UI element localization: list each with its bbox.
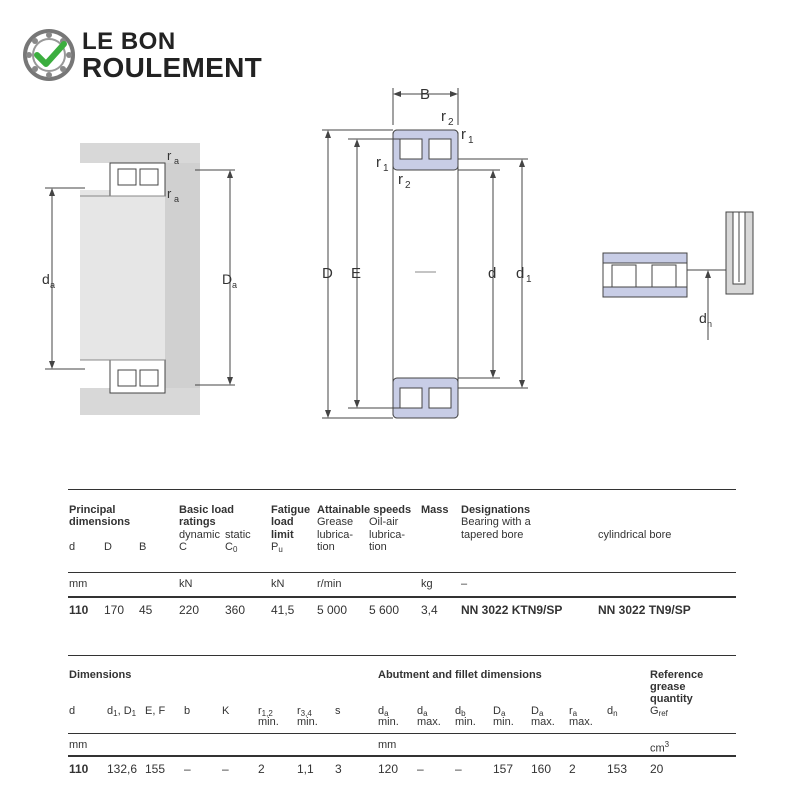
header2-Gref: $G_{ref}$	[650, 705, 668, 718]
header-grease-1: Grease	[317, 516, 354, 528]
header-attainable-speeds: Attainable speeds	[317, 504, 412, 516]
header2-da-max: $d_a$	[417, 705, 428, 718]
label-d: d	[488, 265, 497, 282]
cell-d: 110	[69, 603, 89, 617]
header-C0-sub: 0	[232, 545, 238, 554]
label-r2-left-sub: 2	[405, 180, 411, 191]
header2-r12-sub: 1,2	[261, 709, 273, 718]
label-dn: d	[699, 310, 707, 326]
label-da-sub: a	[50, 280, 56, 290]
cell2-K: –	[222, 762, 229, 776]
header2-r34-min: min.	[297, 716, 318, 728]
cell2-s: 3	[335, 762, 342, 776]
label-ra-bottom: r	[167, 186, 172, 201]
header2-d1D1: $d_1$, $D_1$	[107, 705, 137, 718]
label-ra-top: r	[167, 148, 172, 163]
header-fatigue-2: load	[271, 516, 294, 528]
header2-r12-min: min.	[258, 716, 279, 728]
label-r2-left: r	[398, 171, 403, 188]
cell-D: 170	[104, 603, 125, 617]
header2-Da-max-q: max.	[531, 716, 555, 728]
cell2-d: 110	[69, 762, 89, 776]
header2-da-min: $d_a$	[378, 705, 389, 718]
header-D: D	[104, 541, 112, 553]
header-dimensions: Dimensions	[69, 669, 132, 681]
header-grease-3: tion	[317, 541, 335, 553]
header2-K: K	[222, 705, 230, 717]
header-tapered-1: Bearing with a	[461, 516, 531, 528]
header2-r34: $r_{3,4}$	[297, 705, 312, 718]
header-reference-1: Reference	[650, 669, 704, 681]
lubrication-drawing	[603, 212, 753, 340]
header2-Da2-sub: a	[538, 709, 544, 718]
header2-s: s	[335, 705, 341, 717]
label-d1: d	[516, 265, 525, 282]
header-grease-2: lubrica-	[317, 529, 354, 541]
header2-ra-max-q: max.	[569, 716, 593, 728]
cell2-r12: 2	[258, 762, 265, 776]
header2-b: b	[184, 705, 191, 717]
header2-db-sub: b	[461, 709, 466, 718]
header-oil-3: tion	[369, 541, 387, 553]
header-Pu-sub: u	[278, 545, 283, 554]
bearing-check-icon	[22, 28, 76, 82]
cell2-r34: 1,1	[297, 762, 314, 776]
header-B: B	[139, 541, 147, 553]
header2-db-min-q: min.	[455, 716, 476, 728]
cross-section-drawing	[322, 86, 532, 418]
label-r1-top: r	[461, 126, 466, 143]
header2-r34-sub: 3,4	[300, 709, 312, 718]
label-r1-top-sub: 1	[468, 135, 474, 146]
bearing-drawing	[0, 80, 800, 440]
header-reference-2: grease	[650, 681, 686, 693]
label-r2-top-sub: 2	[448, 117, 454, 128]
header2-ra-max: $r_a$	[569, 705, 578, 718]
unit-kN-1: kN	[179, 578, 193, 590]
header-dynamic: dynamic	[179, 529, 220, 541]
header2-dn: $d_n$	[607, 705, 618, 718]
label-Da: D	[222, 271, 233, 287]
header2-D1-sub: 1	[131, 709, 137, 718]
header-principal-2: dimensions	[69, 516, 131, 528]
cell2-da-min: 120	[378, 762, 399, 776]
header2-Da-min: $D_a$	[493, 705, 506, 718]
header-cylindrical: cylindrical bore	[598, 529, 672, 541]
brand-line1: LE BON	[82, 28, 176, 55]
header2-Da-min-q: min.	[493, 716, 514, 728]
unit-dash: –	[461, 578, 468, 590]
cell2-ra-max: 2	[569, 762, 576, 776]
label-E: E	[351, 265, 362, 282]
cell-Pu: 41,5	[271, 603, 295, 617]
cell-C0: 360	[225, 603, 246, 617]
label-r2-top: r	[441, 108, 446, 125]
label-d1-sub: 1	[526, 274, 532, 285]
header-C: C	[179, 541, 187, 553]
header2-d: d	[69, 705, 76, 717]
header-abutment: Abutment and fillet dimensions	[378, 669, 542, 681]
brand-logo	[22, 26, 302, 86]
header2-r12: $r_{1,2}$	[258, 705, 273, 718]
header2-da2-sub: a	[423, 709, 428, 718]
unit-kg: kg	[421, 578, 433, 590]
label-B: B	[420, 86, 431, 103]
header-d: d	[69, 541, 76, 553]
unit-mm: mm	[69, 578, 88, 590]
mounting-drawing	[42, 143, 237, 415]
header-static: static	[225, 529, 251, 541]
header-mass: Mass	[421, 504, 449, 516]
cell2-Da-min: 157	[493, 762, 514, 776]
label-r1-left-sub: 1	[383, 163, 389, 174]
cell2-b: –	[184, 762, 191, 776]
header-oil-1: Oil-air	[369, 516, 399, 528]
cell2-d1: 132,6	[107, 762, 138, 776]
header2-d1-sub: 1	[113, 709, 118, 718]
header-designations: Designations	[461, 504, 531, 516]
header2-db-min: $d_b$	[455, 705, 466, 718]
label-da: d	[42, 271, 50, 287]
label-dn-sub: n	[707, 319, 713, 329]
cell-oil-speed: 5 600	[369, 603, 400, 617]
cell-C: 220	[179, 603, 200, 617]
header2-Da-max: $D_a$	[531, 705, 544, 718]
cell2-Gref: 20	[650, 762, 664, 776]
header2-da-sub: a	[384, 709, 389, 718]
cell2-Da-max: 160	[531, 762, 552, 776]
label-ra-bottom-sub: a	[174, 194, 180, 204]
unit2-cm3: $cm^3$	[650, 740, 670, 755]
header-C0: $C_0$	[225, 541, 238, 554]
header-fatigue-3: limit	[271, 529, 294, 541]
label-D: D	[322, 265, 333, 282]
unit-rmin: r/min	[317, 578, 342, 590]
unit2-mm-2: mm	[378, 739, 397, 751]
cell2-EF: 155	[145, 762, 166, 776]
cell2-db-min: –	[455, 762, 462, 776]
cell-designation-tapered: NN 3022 KTN9/SP	[461, 603, 563, 617]
label-ra-top-sub: a	[174, 156, 180, 166]
header-basic-load-2: ratings	[179, 516, 216, 528]
header2-da-max-q: max.	[417, 716, 441, 728]
unit2-cm3-sup: 3	[664, 740, 670, 749]
header-tapered-2: tapered bore	[461, 529, 524, 541]
header-principal-1: Principal	[69, 504, 116, 516]
cell-designation-cylindrical: NN 3022 TN9/SP	[598, 603, 691, 617]
unit-kN-2: kN	[271, 578, 285, 590]
header-fatigue-1: Fatigue	[271, 504, 311, 516]
header2-EF: E, F	[145, 705, 166, 717]
brand-line2: ROULEMENT	[82, 52, 263, 83]
header2-Gref-sub: ref	[658, 709, 668, 718]
header2-Da-sub: a	[500, 709, 506, 718]
unit2-mm-1: mm	[69, 739, 88, 751]
label-r1-left: r	[376, 154, 381, 171]
header2-da-min-q: min.	[378, 716, 399, 728]
header-basic-load-1: Basic load	[179, 504, 235, 516]
header-Pu: $P_u$	[271, 541, 283, 554]
header2-dn-sub: n	[613, 709, 618, 718]
label-Da-sub: a	[232, 280, 238, 290]
header-oil-2: lubrica-	[369, 529, 406, 541]
cell-mass: 3,4	[421, 603, 438, 617]
cell-B: 45	[139, 603, 153, 617]
cell-grease-speed: 5 000	[317, 603, 348, 617]
header-reference-3: quantity	[650, 693, 693, 705]
cell2-dn: 153	[607, 762, 628, 776]
header2-ra-sub: a	[572, 709, 578, 718]
cell2-da-max: –	[417, 762, 424, 776]
